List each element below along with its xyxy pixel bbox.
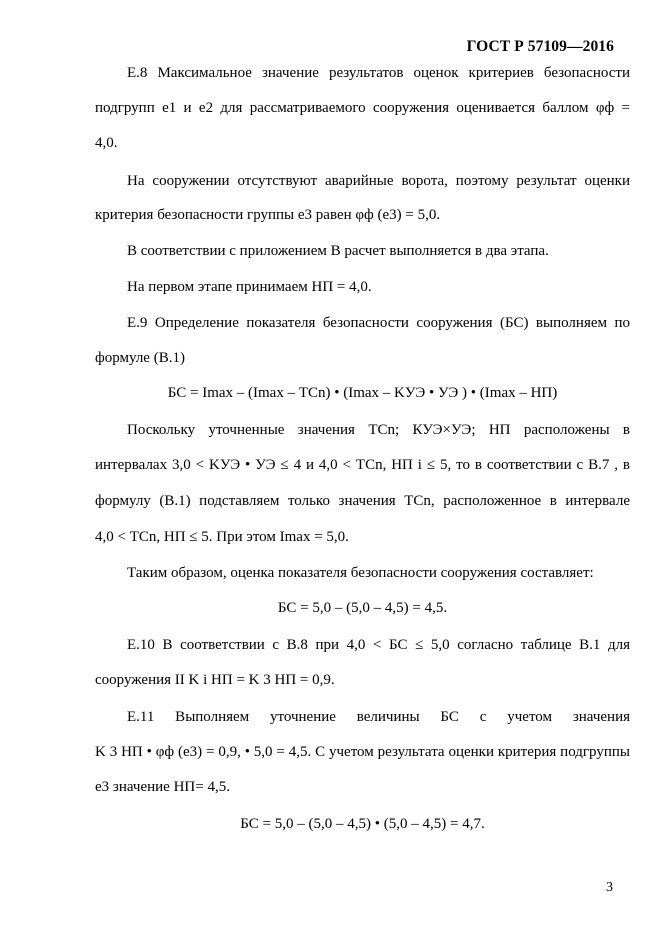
formula: БС = Imax – (Imax – ТСn) • (Imax – KУЭ • УЭ ) • (Imax – НП) [167, 385, 558, 401]
paragraph-line: K 3 НП • φф (е3) = 0,9, • 5,0 = 4,5. С учетом результата оценки критерия подгруппы [95, 744, 630, 760]
document-code: ГОСТ Р 57109—2016 [466, 38, 614, 55]
paragraph-line: На первом этапе принимаем НП = 4,0. [127, 279, 372, 295]
paragraph-line: 4,0 < ТСn, НП ≤ 5. При этом Imax = 5,0. [95, 529, 349, 545]
formula: БС = 5,0 – (5,0 – 4,5) = 4,5. [277, 600, 448, 616]
page-number: 3 [606, 880, 613, 895]
paragraph-line: На сооружении отсутствуют аварийные ворота, поэтому результат оценки [127, 173, 630, 189]
paragraph-line: интервалах 3,0 < KУЭ • УЭ ≤ 4 и 4,0 < ТСn, НП i ≤ 5, то в соответствии с В.7 , в [95, 457, 630, 473]
paragraph-line: подгрупп е1 и е2 для рассматриваемого сооружения оценивается баллом φф = [95, 100, 630, 116]
paragraph-line: Поскольку уточненные значения ТСn; КУЭ×УЭ; НП расположены в [127, 422, 630, 438]
paragraph-line: Е.9 Определение показателя безопасности сооружения (БС) выполняем по [127, 315, 630, 331]
paragraph-line: формуле (В.1) [95, 350, 185, 366]
paragraph-line: Е.8 Максимальное значение результатов оценок критериев безопасности [127, 65, 630, 81]
paragraph-line: Е.10 В соответствии с В.8 при 4,0 < БС ≤ 5,0 согласно таблице В.1 для [127, 637, 630, 653]
paragraph-line: Е.11 Выполняем уточнение величины БС с учетом значения [127, 709, 630, 725]
paragraph-line: Таким образом, оценка показателя безопасности сооружения составляет: [127, 565, 594, 581]
formula: БС = 5,0 – (5,0 – 4,5) • (5,0 – 4,5) = 4,7. [240, 816, 485, 832]
paragraph-line: 4,0. [95, 135, 118, 151]
paragraph-line: В соответствии с приложением В расчет выполняется в два этапа. [127, 243, 549, 259]
paragraph-line: сооружения II K i НП = K 3 НП = 0,9. [95, 672, 335, 688]
paragraph-line: критерия безопасности группы е3 равен φф (е3) = 5,0. [95, 207, 441, 223]
paragraph-line: формулу (В.1) подставляем только значения ТСn, расположенное в интервале [95, 493, 630, 509]
paragraph-line: е3 значение НП= 4,5. [95, 779, 230, 795]
